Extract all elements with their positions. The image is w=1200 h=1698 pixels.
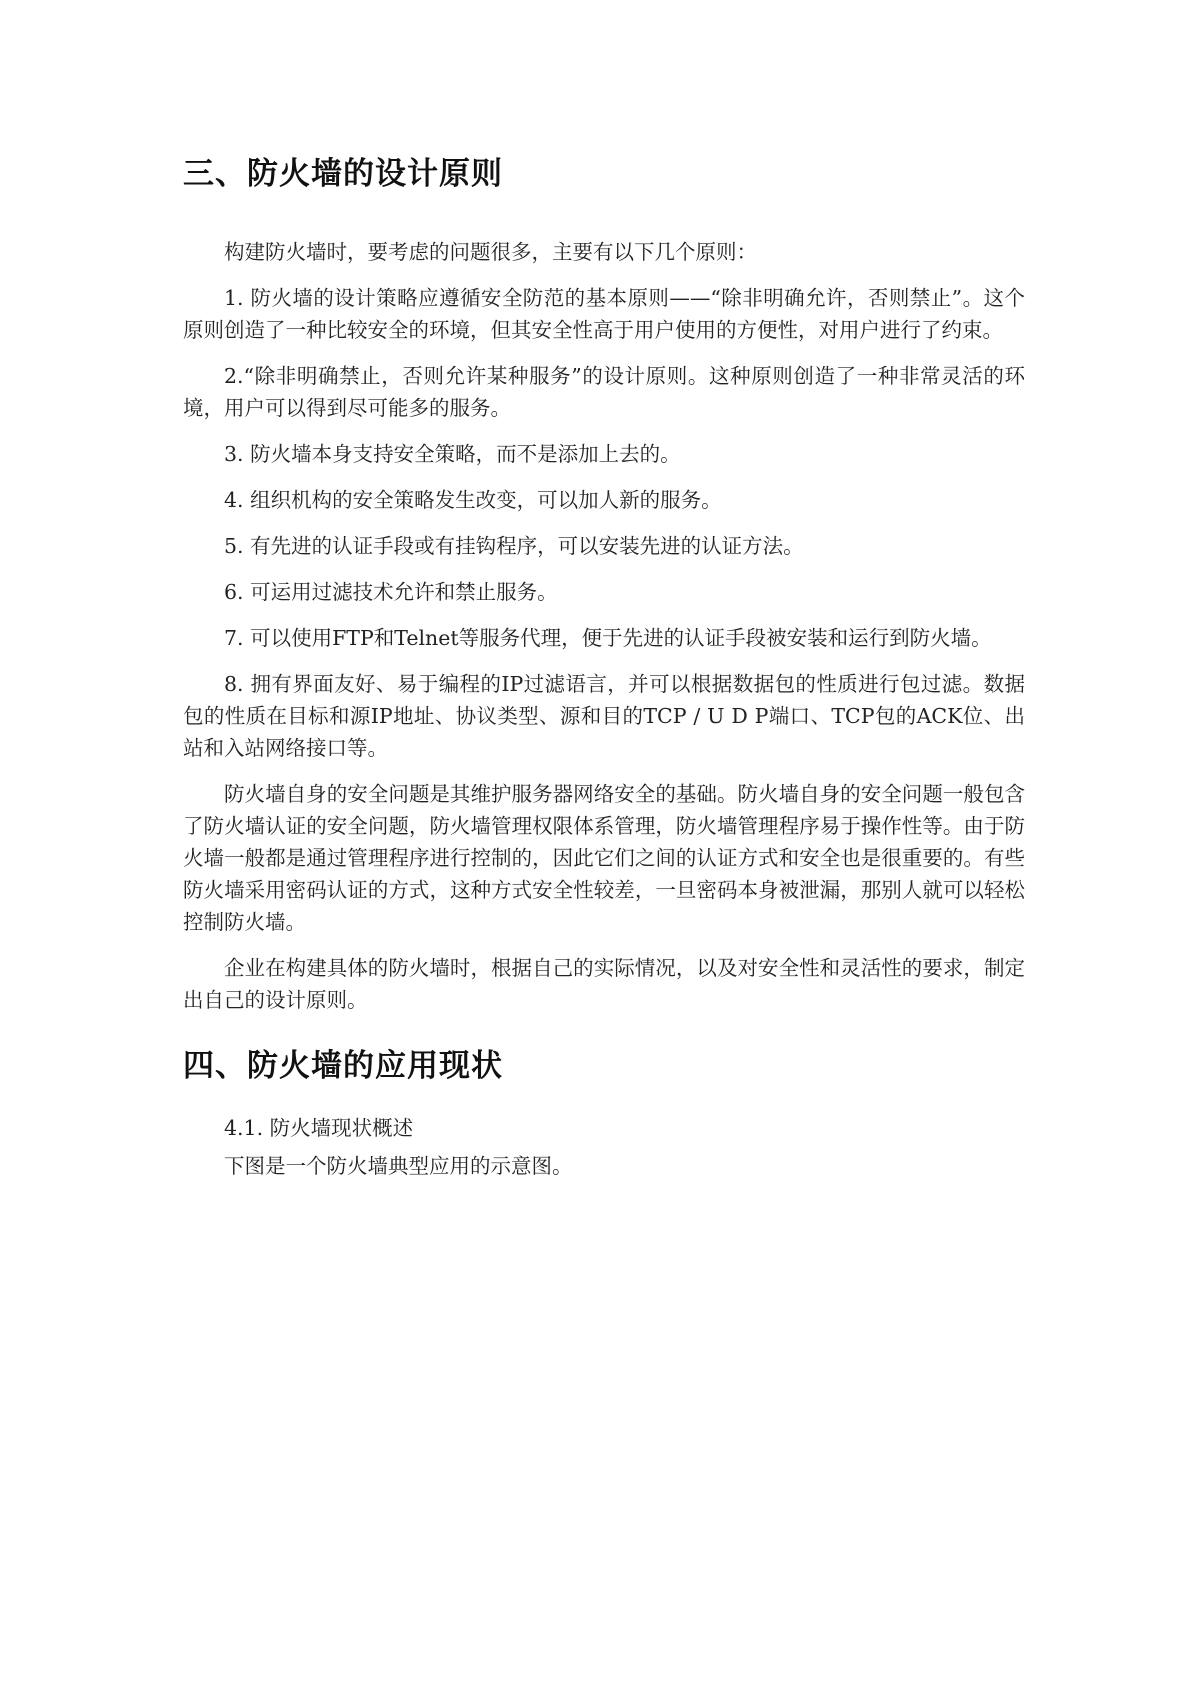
principle-item-2: 2.“除非明确禁止，否则允许某种服务”的设计原则。这种原则创造了一种非常灵活的环境，用户可以得到尽可能多的服务。 <box>183 364 1025 420</box>
principle-item-3: 3. 防火墙本身支持安全策略，而不是添加上去的。 <box>224 442 681 466</box>
section-4-heading: 四、防火墙的应用现状 <box>183 1048 503 1084</box>
principle-item-1: 1. 防火墙的设计策略应遵循安全防范的基本原则——“除非明确允许，否则禁止”。这个原则创造了一种比较安全的环境，但其安全性高于用户使用的方便性，对用户进行了约束。 <box>183 286 1025 342</box>
figure-intro-text: 下图是一个防火墙典型应用的示意图。 <box>224 1154 573 1178</box>
section-3-intro: 构建防火墙时，要考虑的问题很多，主要有以下几个原则： <box>224 240 757 264</box>
section-3-heading: 三、防火墙的设计原则 <box>183 156 503 192</box>
principle-item-8: 8. 拥有界面友好、易于编程的IP过滤语言，并可以根据数据包的性质进行包过滤。数据包的性质在目标和源IP地址、协议类型、源和目的TCP / U D P端口、TCP包的ACK位、出站和入站网络接口等。 <box>183 672 1025 760</box>
principle-item-5: 5. 有先进的认证手段或有挂钩程序，可以安装先进的认证方法。 <box>224 534 804 558</box>
document-body <box>183 150 1025 1196</box>
closing-paragraph: 企业在构建具体的防火墙时，根据自己的实际情况，以及对安全性和灵活性的要求，制定出自己的设计原则。 <box>183 956 1025 1012</box>
firewall-security-paragraph: 防火墙自身的安全问题是其维护服务器网络安全的基础。防火墙自身的安全问题一般包含了防火墙认证的安全问题，防火墙管理权限体系管理，防火墙管理程序易于操作性等。由于防火墙一般都是通过管理程序进行控制的，因此它们之间的认证方式和安全也是很重要的。有些防火墙采用密码认证的方式，这种方式安全性较差，一旦密码本身被泄漏，那别人就可以轻松控制防火墙。 <box>183 782 1025 934</box>
principle-item-6: 6. 可运用过滤技术允许和禁止服务。 <box>224 580 558 604</box>
principle-item-4: 4. 组织机构的安全策略发生改变，可以加人新的服务。 <box>224 488 722 512</box>
principle-item-7: 7. 可以使用FTP和Telnet等服务代理，便于先进的认证手段被安装和运行到防火墙。 <box>224 626 992 650</box>
subsection-4-1-heading: 4.1. 防火墙现状概述 <box>224 1116 414 1140</box>
